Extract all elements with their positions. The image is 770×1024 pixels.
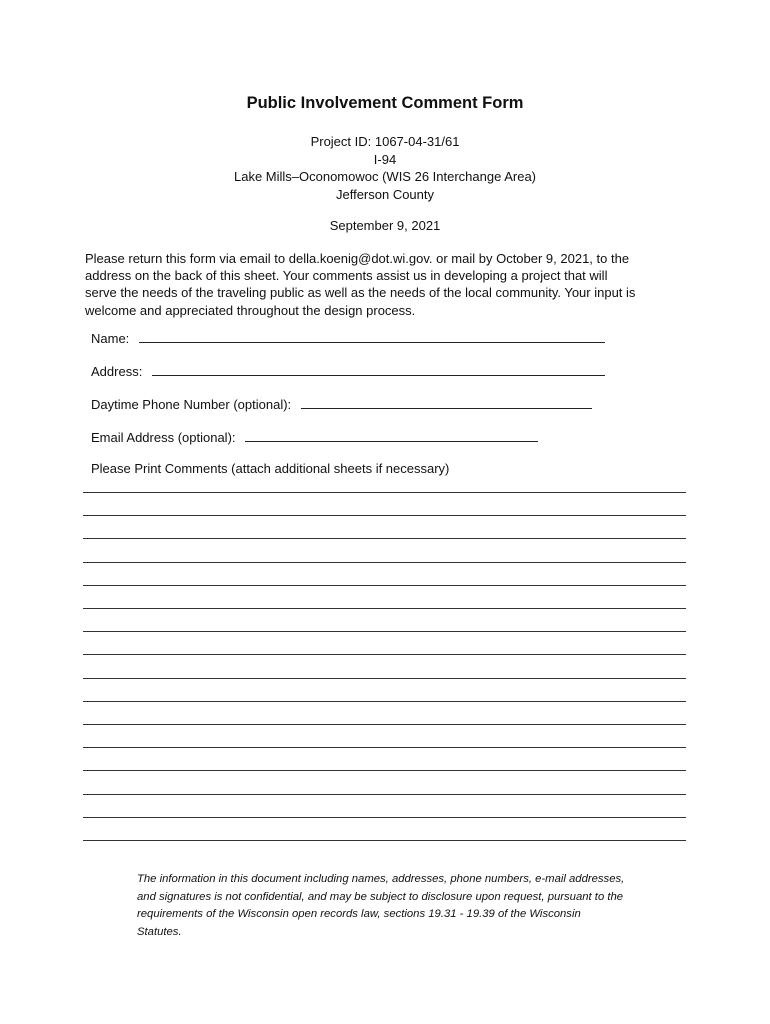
comment-line[interactable]	[83, 747, 686, 748]
privacy-disclaimer	[137, 871, 692, 941]
email-field[interactable]	[245, 428, 538, 442]
comment-line[interactable]	[83, 492, 686, 493]
form-date: September 9, 2021	[329, 218, 441, 233]
name-field[interactable]	[139, 329, 605, 343]
phone-field-row	[91, 395, 592, 413]
intro-line: address on the back of this sheet. Your comments assist us in developing a project that will	[85, 268, 608, 284]
county-label: Jefferson County	[335, 186, 435, 202]
comments-label-row	[91, 460, 449, 477]
comment-line[interactable]	[83, 840, 686, 841]
address-field[interactable]	[152, 362, 605, 376]
project-header	[0, 133, 770, 203]
project-name: Lake Mills–Oconomowoc (WIS 26 Interchange Area)	[233, 169, 537, 184]
comment-line[interactable]	[83, 794, 686, 795]
address-label: Address:	[91, 364, 143, 379]
phone-label: Daytime Phone Number (optional):	[91, 397, 292, 412]
disclaimer-line: Statutes.	[137, 925, 182, 938]
disclaimer-line: and signatures is not confidential, and may be subject to disclosure upon request, pursuant to the	[137, 890, 624, 903]
comment-line[interactable]	[83, 562, 686, 563]
comment-line[interactable]	[83, 654, 686, 655]
comment-line[interactable]	[83, 515, 686, 516]
comment-line[interactable]	[83, 608, 686, 609]
address-field-row	[91, 362, 605, 380]
name-field-row	[91, 329, 605, 347]
project-id: Project ID: 1067-04-31/61	[310, 134, 460, 149]
name-label: Name:	[91, 331, 130, 346]
highway-label: I-94	[373, 151, 397, 167]
email-field-row	[91, 428, 538, 446]
intro-line: serve the needs of the traveling public as well as the needs of the local community. Your input is	[85, 285, 636, 301]
comment-line[interactable]	[83, 538, 686, 539]
comment-line[interactable]	[83, 701, 686, 702]
email-label: Email Address (optional):	[91, 430, 236, 445]
comment-line[interactable]	[83, 770, 686, 771]
phone-field[interactable]	[301, 395, 592, 409]
intro-line: Please return this form via email to della.koenig@dot.wi.gov. or mail by October 9, 2021, to the	[85, 251, 630, 266]
comment-line[interactable]	[83, 817, 686, 818]
disclaimer-line: requirements of the Wisconsin open records law, sections 19.31 - 19.39 of the Wisconsin	[137, 908, 581, 921]
disclaimer-line: The information in this document including names, addresses, phone numbers, e-mail addresses,	[137, 873, 625, 885]
comment-line[interactable]	[83, 631, 686, 632]
intro-paragraph	[85, 250, 690, 319]
comments-label: Please Print Comments (attach additional sheets if necessary)	[91, 461, 450, 476]
intro-line: welcome and appreciated throughout the design process.	[85, 302, 416, 318]
form-title: Public Involvement Comment Form	[246, 94, 524, 112]
comment-line[interactable]	[83, 585, 686, 586]
comment-line[interactable]	[83, 724, 686, 725]
comment-line[interactable]	[83, 678, 686, 679]
